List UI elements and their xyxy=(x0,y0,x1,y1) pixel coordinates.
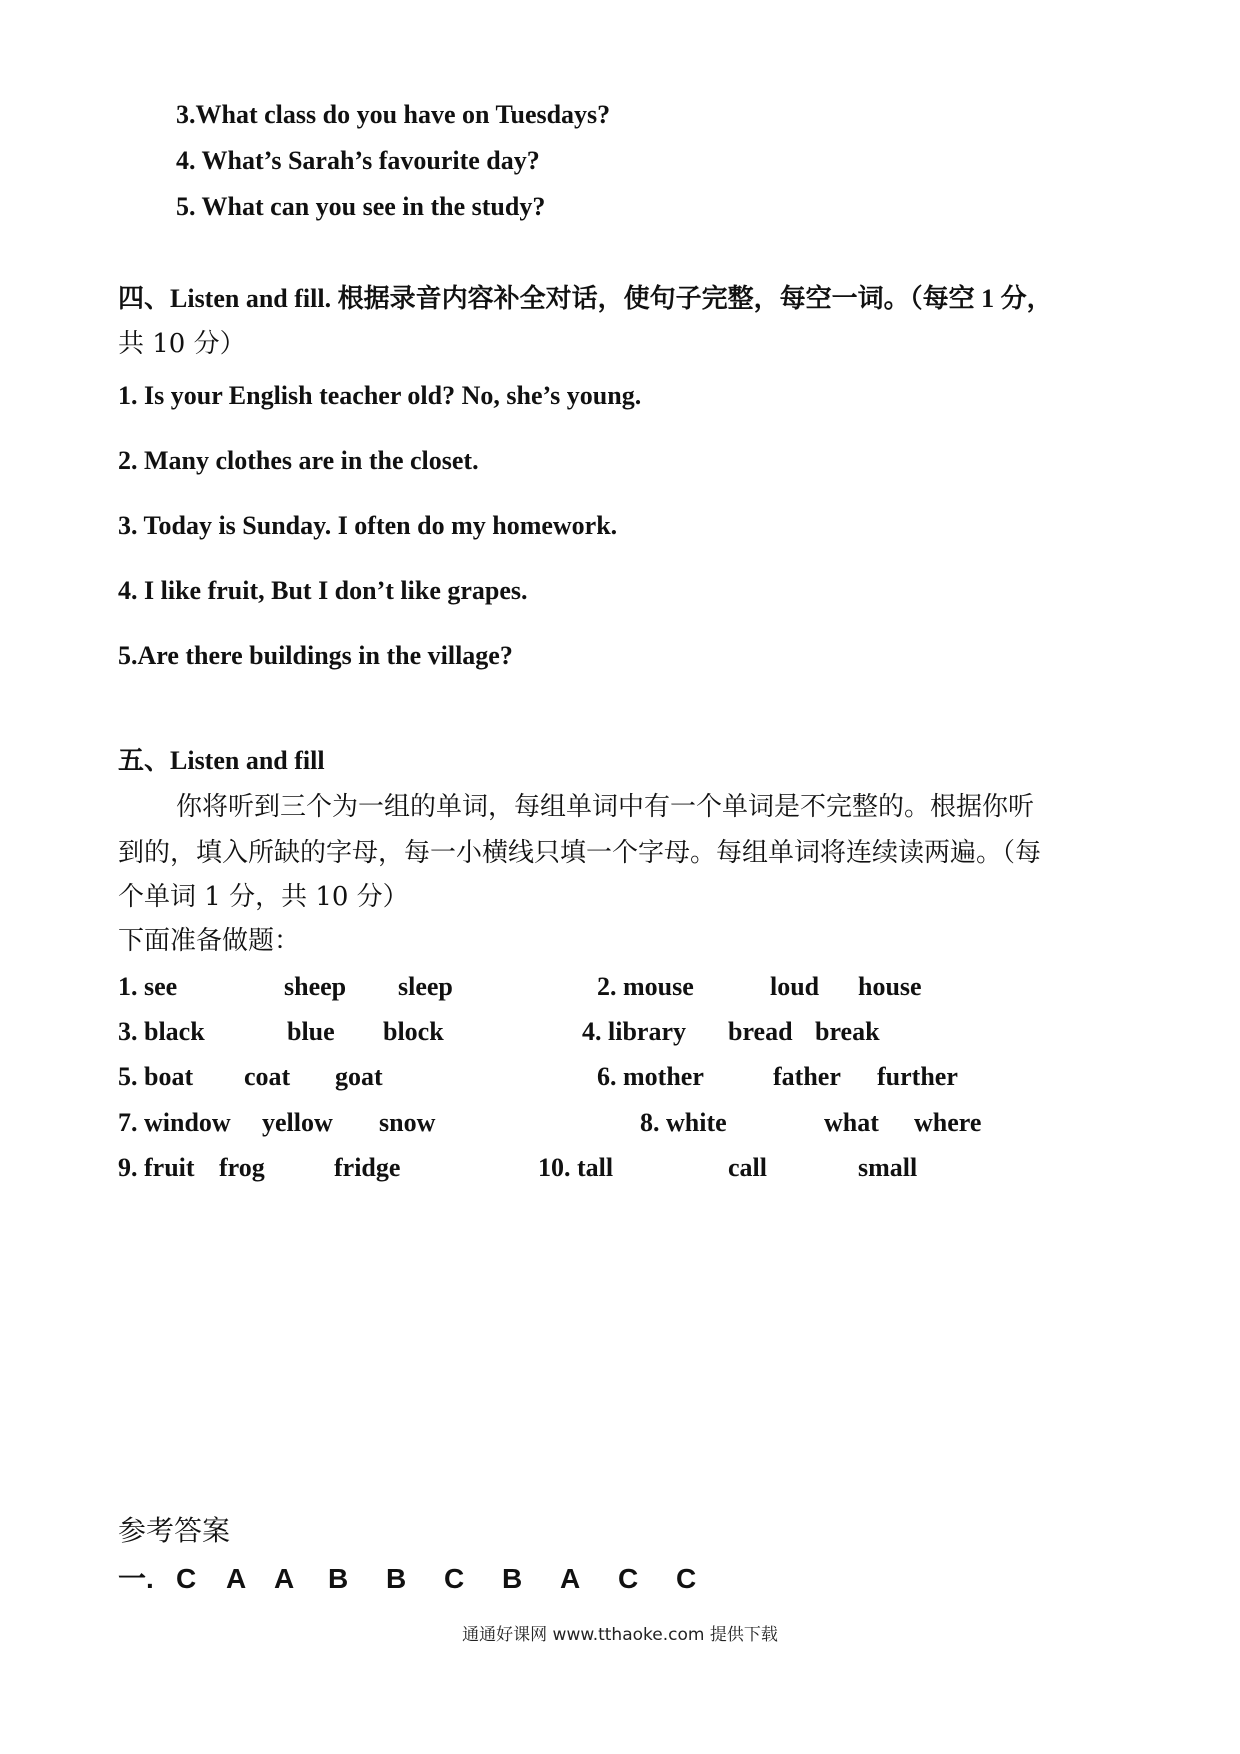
word-group-1-word-2: sheep xyxy=(284,972,347,1001)
answer-5: B xyxy=(386,1563,407,1594)
section-5-prompt: 下面准备做题： xyxy=(118,926,301,956)
word-group-4-word-2: bread xyxy=(728,1017,793,1046)
word-group-7-word-3: snow xyxy=(379,1108,436,1137)
question-5: 5. What can you see in the study? xyxy=(176,192,546,221)
answer-8: A xyxy=(560,1563,581,1594)
sentence-2: 2. Many clothes are in the closet. xyxy=(118,446,479,475)
word-group-1-word-1: 1. see xyxy=(118,972,178,1001)
word-group-8-word-2: what xyxy=(824,1108,879,1137)
word-group-10-word-2: call xyxy=(728,1153,767,1182)
word-group-7-word-1: 7. window xyxy=(118,1108,231,1137)
word-group-6-word-1: 6. mother xyxy=(597,1062,704,1091)
word-group-6-word-3: further xyxy=(877,1062,958,1091)
word-group-9-word-2: frog xyxy=(219,1153,265,1182)
question-4: 4. What’s Sarah’s favourite day? xyxy=(176,146,540,175)
page-footer: 通通好课网 www.tthaoke.com 提供下载 xyxy=(462,1625,778,1645)
word-group-3-word-2: blue xyxy=(287,1017,335,1046)
section-5-instructions-2: 到的，填入所缺的字母，每一小横线只填一个字母。每组单词将连续读两遍。（每 xyxy=(118,838,1042,868)
sentence-5: 5.Are there buildings in the village? xyxy=(118,641,513,670)
word-group-1-word-3: sleep xyxy=(398,972,453,1001)
section-5-instructions-1: 你将听到三个为一组的单词，每组单词中有一个单词是不完整的。根据你听 xyxy=(176,792,1035,822)
word-group-5-word-3: goat xyxy=(335,1062,383,1091)
section-4-heading-cont: 共 10 分） xyxy=(118,329,246,359)
answers-prefix: 一. xyxy=(118,1563,154,1594)
answer-9: C xyxy=(618,1563,639,1594)
word-group-7-word-2: yellow xyxy=(262,1108,333,1137)
word-group-6-word-2: father xyxy=(773,1062,841,1091)
section-4-heading: 四、Listen and fill. 根据录音内容补全对话，使句子完整，每空一词。（每空 1 分， xyxy=(118,284,1053,313)
answer-6: C xyxy=(444,1563,465,1594)
answer-10: C xyxy=(676,1563,697,1594)
word-group-3-word-3: block xyxy=(383,1017,444,1046)
word-group-3-word-1: 3. black xyxy=(118,1017,205,1046)
question-3: 3.What class do you have on Tuesdays? xyxy=(176,100,611,129)
word-group-5-word-1: 5. boat xyxy=(118,1062,194,1091)
word-group-10-word-3: small xyxy=(858,1153,918,1182)
sentence-4: 4. I like fruit, But I don’t like grapes. xyxy=(118,576,528,605)
sentence-1: 1. Is your English teacher old? No, she’s young. xyxy=(118,381,642,410)
answer-1: C xyxy=(176,1563,197,1594)
answer-3: A xyxy=(274,1563,295,1594)
word-group-2-word-1: 2. mouse xyxy=(597,972,694,1001)
word-group-4-word-1: 4. library xyxy=(582,1017,686,1046)
section-5-instructions-3: 个单词 1 分，共 10 分） xyxy=(118,882,409,912)
word-group-9-word-1: 9. fruit xyxy=(118,1153,195,1182)
word-group-8-word-1: 8. white xyxy=(640,1108,727,1137)
answers-title: 参考答案 xyxy=(118,1514,231,1547)
word-group-8-word-3: where xyxy=(914,1108,982,1137)
word-group-5-word-2: coat xyxy=(244,1062,291,1091)
answer-2: A xyxy=(226,1563,247,1594)
section-5-heading: 五、Listen and fill xyxy=(118,746,325,775)
word-group-10-word-1: 10. tall xyxy=(538,1153,614,1182)
word-group-2-word-3: house xyxy=(858,972,922,1001)
answer-4: B xyxy=(328,1563,349,1594)
answer-7: B xyxy=(502,1563,523,1594)
word-group-9-word-3: fridge xyxy=(334,1153,401,1182)
sentence-3: 3. Today is Sunday. I often do my homework. xyxy=(118,511,618,540)
word-group-2-word-2: loud xyxy=(770,972,820,1001)
word-group-4-word-3: break xyxy=(815,1017,880,1046)
